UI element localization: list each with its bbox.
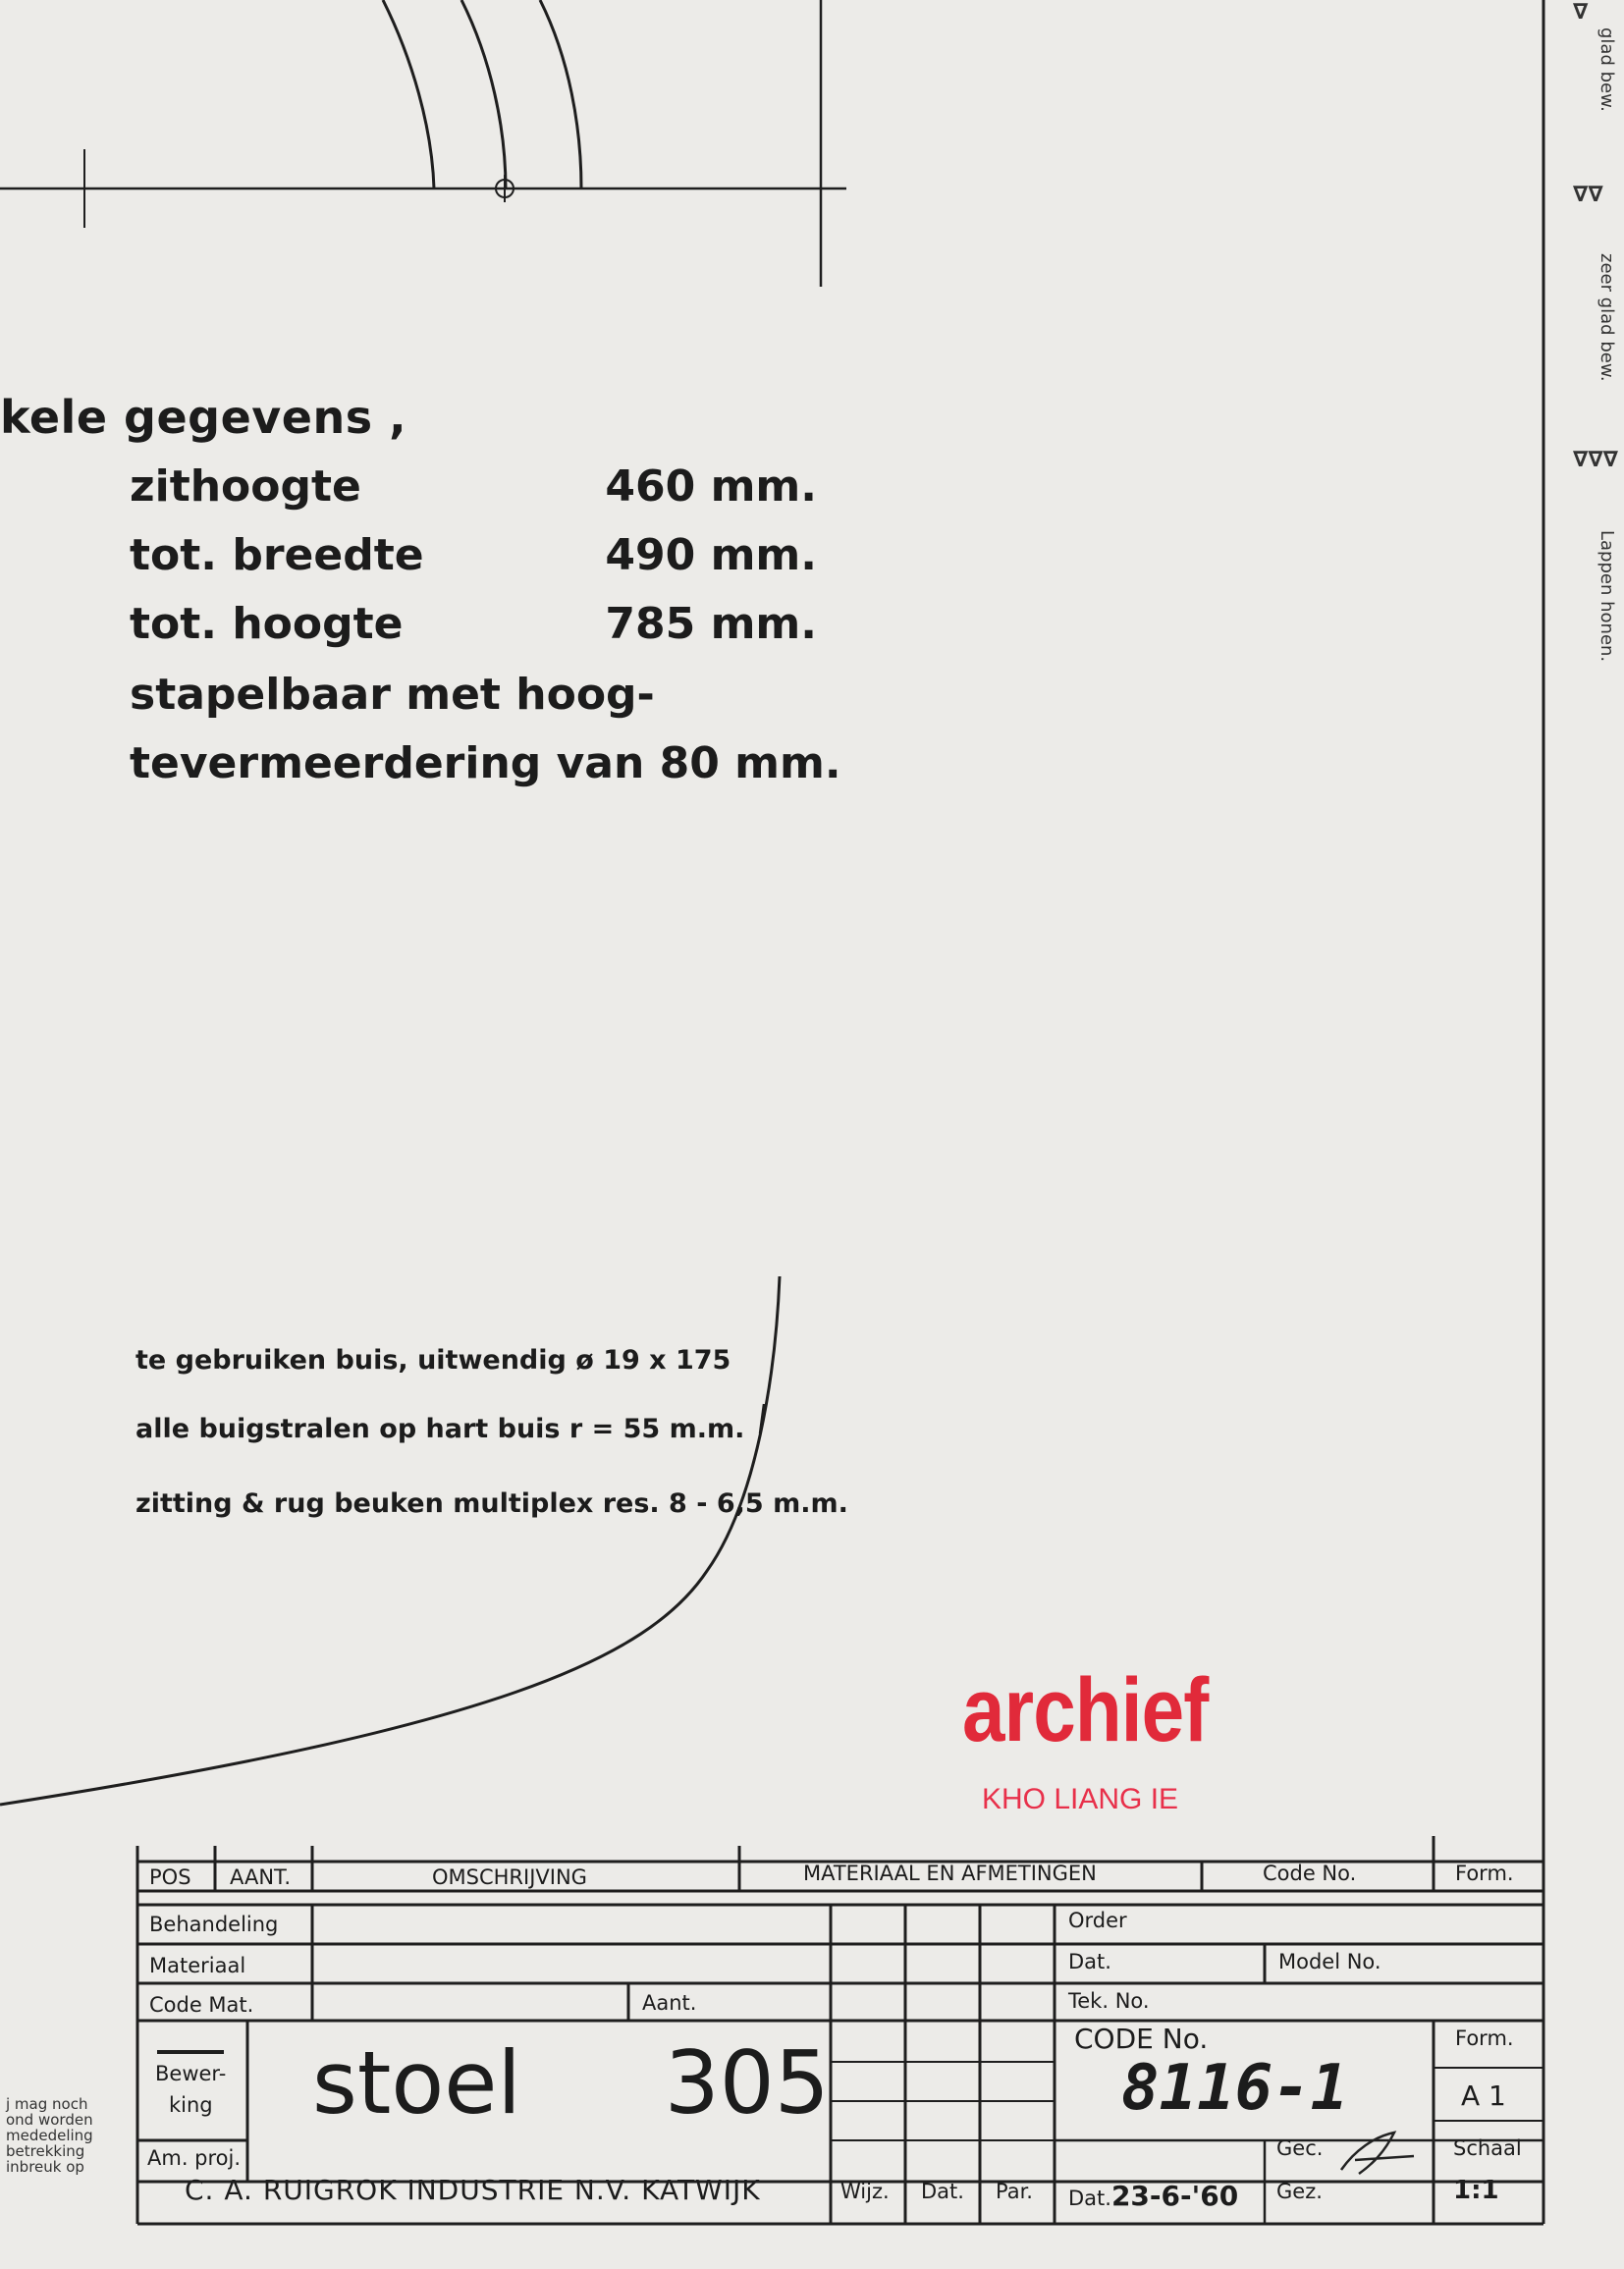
tb-date [1068, 2180, 1238, 2212]
spec-height-increase-line: tevermeerdering van 80 mm. [130, 738, 841, 788]
drawing-title [312, 2032, 830, 2134]
cut-note-line-2: ond worden [6, 2111, 93, 2129]
company-name: C. A. RUIGROK INDUSTRIE N.V. KATWIJK [185, 2174, 761, 2206]
note-seat-back: zitting & rug beuken multiplex res. 8 - 6,5 m.m. [135, 1488, 848, 1519]
drawing-title-name: stoel [312, 2032, 521, 2134]
surface-symbol-smooth-icon: ∇ [1573, 0, 1589, 25]
tb-behandeling: Behandeling [149, 1913, 279, 1936]
tb-date-label: Dat. [1068, 2187, 1111, 2210]
spec-label: tot. hoogte [130, 599, 404, 649]
tb-am-proj: Am. proj. [147, 2146, 242, 2170]
tb-header-aant: AANT. [230, 1865, 292, 1889]
tb-schaal-label: Schaal [1453, 2136, 1522, 2160]
tb-wijz: Wijz. [840, 2180, 890, 2203]
tb-bewerking-1: Bewer- [155, 2062, 227, 2085]
spec-value: 490 mm. [605, 530, 817, 580]
surface-symbol-very-smooth-icon: ∇∇ [1573, 183, 1603, 207]
archive-stamp-name: KHO LIANG IE [982, 1783, 1179, 1815]
drawing-title-number: 305 [664, 2032, 830, 2134]
side-label-smooth: glad bew. [1597, 27, 1617, 112]
tb-schaal-value: 1:1 [1453, 2176, 1499, 2205]
tb-dat2: Dat. [921, 2180, 964, 2203]
tb-materiaal: Materiaal [149, 1954, 246, 1977]
note-bend-radius: alle buigstralen op hart buis r = 55 m.m. [135, 1414, 745, 1444]
tb-header-pos: POS [149, 1865, 191, 1889]
tb-header-omschrijving: OMSCHRIJVING [432, 1865, 587, 1889]
surface-symbol-lapping-icon: ∇∇∇ [1573, 448, 1618, 472]
tb-code-no-label: CODE No. [1074, 2023, 1209, 2055]
tb-order: Order [1068, 1909, 1127, 1932]
tb-date-value: 23-6-'60 [1110, 2180, 1239, 2212]
tb-tek-no: Tek. No. [1068, 1989, 1150, 2013]
tb-model-no: Model No. [1278, 1950, 1381, 1973]
cut-note-line-5: inbreuk op [6, 2158, 84, 2176]
spec-value: 460 mm. [605, 461, 817, 512]
tb-bewerking-2: king [169, 2093, 213, 2117]
cut-note-line-4: betrekking [6, 2142, 85, 2160]
note-tube: te gebruiken buis, uitwendig ø 19 x 175 [135, 1345, 731, 1376]
spec-stackable-line: stapelbaar met hoog- [130, 670, 655, 720]
tb-dat: Dat. [1068, 1950, 1111, 1973]
tb-gec: Gec. [1276, 2136, 1324, 2160]
side-label-lapping: Lappen honen. [1597, 530, 1617, 663]
cut-note-line-3: mededeling [6, 2127, 93, 2144]
tb-header-code-no: Code No. [1263, 1862, 1357, 1885]
tb-form-value: A 1 [1461, 2080, 1506, 2112]
side-label-very-smooth: zeer glad bew. [1597, 253, 1617, 382]
spec-row-hoogte [130, 599, 817, 664]
spec-value: 785 mm. [605, 599, 817, 649]
spec-label: zithoogte [130, 461, 361, 512]
spec-row-breedte [130, 530, 817, 595]
cut-note-line-1: j mag noch [6, 2095, 88, 2113]
spec-label: tot. breedte [130, 530, 424, 580]
tb-gez: Gez. [1276, 2180, 1323, 2203]
spec-row-zithoogte [130, 461, 817, 526]
tb-code-no-value: 8116-1 [1121, 2052, 1349, 2125]
tb-aant: Aant. [642, 1991, 697, 2015]
tb-header-materiaal: MATERIAAL EN AFMETINGEN [803, 1862, 1097, 1885]
archive-stamp: archief [962, 1660, 1209, 1760]
tb-form-label: Form. [1455, 2026, 1514, 2050]
tb-code-mat: Code Mat. [149, 1993, 254, 2017]
tb-header-form: Form. [1455, 1862, 1514, 1885]
tb-par: Par. [996, 2180, 1033, 2203]
spec-heading: kele gegevens , [0, 391, 407, 444]
